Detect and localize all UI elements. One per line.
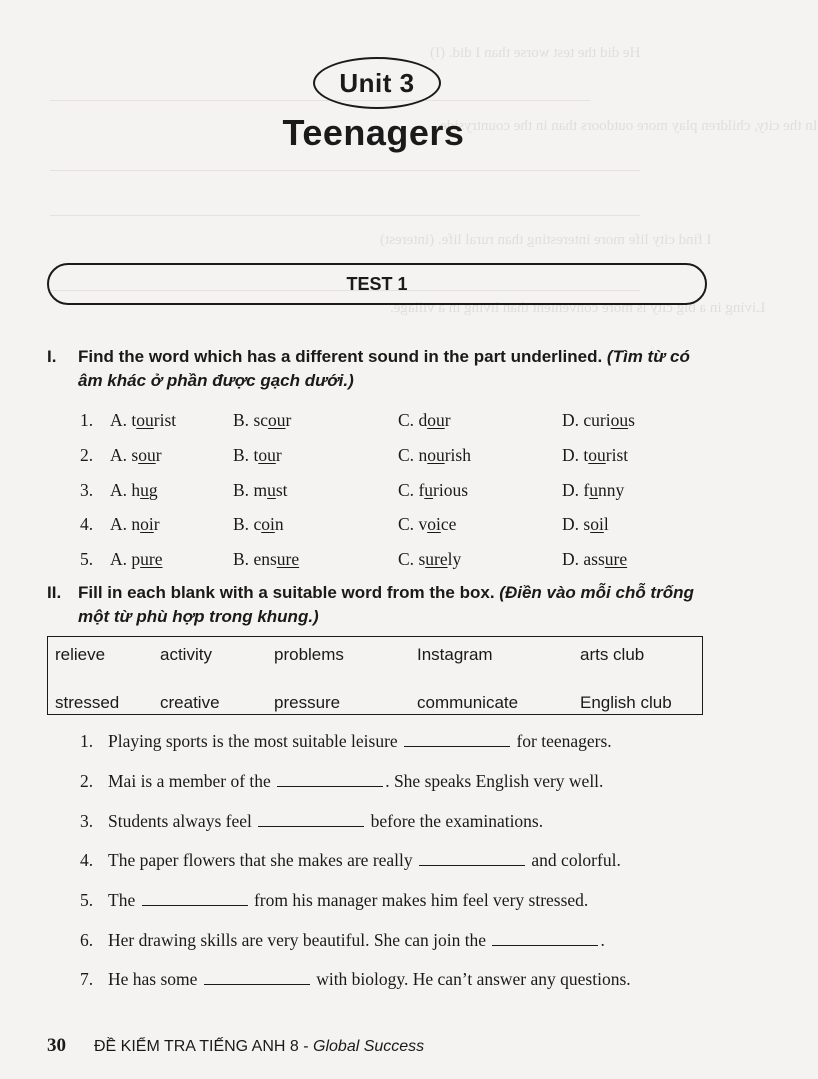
option-letter: B. xyxy=(233,445,250,465)
answer-blank[interactable] xyxy=(204,970,310,985)
option-letter: B. xyxy=(233,514,250,534)
sentence-before: Students always feel xyxy=(108,811,252,831)
answer-option[interactable] xyxy=(562,480,624,501)
word-part: h xyxy=(131,480,141,500)
word-box-item: English club xyxy=(580,693,672,712)
underlined-part: u xyxy=(424,480,434,500)
question-number: 2. xyxy=(80,445,94,465)
word-part: c xyxy=(253,514,262,534)
word-part: ass xyxy=(583,549,605,569)
word-box xyxy=(47,636,703,715)
word-part: nny xyxy=(597,480,625,500)
word-part: d xyxy=(418,410,428,430)
answer-option[interactable] xyxy=(233,549,299,570)
question-row xyxy=(80,480,720,504)
sentence-before: The paper flowers that she makes are really xyxy=(108,850,413,870)
option-letter: D. xyxy=(562,514,580,534)
section-number: I. xyxy=(47,347,57,366)
sentence-after: with biology. He can’t answer any questions. xyxy=(316,969,631,989)
answer-option[interactable] xyxy=(562,410,635,431)
word-part: r xyxy=(275,445,282,465)
question-number: 4. xyxy=(80,514,94,534)
page-number: 30 xyxy=(47,1035,66,1056)
word-part: ce xyxy=(440,514,457,534)
option-letter: D. xyxy=(562,445,580,465)
word-part: t xyxy=(131,410,137,430)
word-part: rist xyxy=(153,410,177,430)
word-part: s xyxy=(583,514,591,534)
option-letter: A. xyxy=(110,445,128,465)
question-row xyxy=(80,549,720,573)
unit-label-oval xyxy=(313,57,441,109)
answer-option[interactable] xyxy=(562,514,609,535)
section-instruction-vi: (Tìm từ có âm khác ở phần được gạch dưới.) xyxy=(78,347,690,390)
section-1-heading xyxy=(47,345,717,393)
option-word xyxy=(253,514,283,534)
answer-option[interactable] xyxy=(233,445,282,466)
word-part: p xyxy=(131,549,141,569)
answer-option[interactable] xyxy=(110,480,158,501)
word-part: g xyxy=(148,480,158,500)
word-part: s xyxy=(628,410,635,430)
option-word xyxy=(418,549,461,569)
answer-option[interactable] xyxy=(233,480,288,501)
fill-sentence xyxy=(80,811,720,832)
word-box-item: Instagram xyxy=(417,645,493,664)
section-instruction: Fill in each blank with a suitable word from the box. xyxy=(78,583,495,602)
underlined-part: ure xyxy=(276,549,300,569)
sentence-after: . She speaks English very well. xyxy=(385,771,604,791)
word-part: s xyxy=(131,445,139,465)
option-word xyxy=(253,445,281,465)
sentence-number: 2. xyxy=(80,771,94,791)
word-part: r xyxy=(285,410,292,430)
word-part: s xyxy=(418,549,426,569)
option-word xyxy=(583,445,628,465)
sentence-number: 3. xyxy=(80,811,94,831)
underlined-part: oi xyxy=(427,514,441,534)
option-word xyxy=(131,480,157,500)
word-part: l xyxy=(603,514,609,534)
section-number: II. xyxy=(47,583,62,602)
option-letter: C. xyxy=(398,514,415,534)
option-letter: C. xyxy=(398,549,415,569)
option-letter: A. xyxy=(110,549,128,569)
question-number: 3. xyxy=(80,480,94,500)
option-letter: C. xyxy=(398,480,415,500)
sentence-number: 5. xyxy=(80,890,94,910)
underlined-part: ure xyxy=(425,549,448,569)
option-word xyxy=(418,445,471,465)
fill-sentence xyxy=(80,850,720,871)
option-letter: A. xyxy=(110,410,128,430)
answer-option[interactable] xyxy=(398,514,456,535)
answer-option[interactable] xyxy=(398,480,468,501)
question-row xyxy=(80,445,720,469)
word-part: n xyxy=(131,514,141,534)
fill-sentence xyxy=(80,771,720,792)
word-part: m xyxy=(253,480,268,500)
word-box-item: creative xyxy=(160,693,220,712)
word-part: t xyxy=(253,445,259,465)
word-part: st xyxy=(275,480,288,500)
question-number: 5. xyxy=(80,549,94,569)
word-part: ens xyxy=(253,549,277,569)
show-through-text: Living in a big city is more convenient than living in a village. xyxy=(390,300,766,316)
fill-sentence xyxy=(80,930,720,951)
option-word xyxy=(583,480,624,500)
page-title: Teenagers xyxy=(282,112,465,153)
word-part: v xyxy=(418,514,428,534)
word-box-item: activity xyxy=(160,645,212,664)
word-part: r xyxy=(444,410,451,430)
word-box-item: relieve xyxy=(55,645,106,664)
underlined-part: oi xyxy=(590,514,604,534)
section-2-heading xyxy=(47,581,717,629)
underlined-part: ou xyxy=(268,410,286,430)
option-word xyxy=(418,480,468,500)
word-part: f xyxy=(418,480,425,500)
answer-option[interactable] xyxy=(233,514,284,535)
word-part: r xyxy=(153,514,160,534)
show-through-text: I find city life more interesting than rural life. (interest) xyxy=(380,232,712,248)
sentence-before: Playing sports is the most suitable leisure xyxy=(108,731,398,751)
page-footer xyxy=(47,1035,424,1057)
book-title: ĐỀ KIỂM TRA TIẾNG ANH 8 - xyxy=(94,1038,314,1055)
option-word xyxy=(253,480,287,500)
section-instruction: Find the word which has a different sound in the part underlined. xyxy=(78,347,603,366)
option-word xyxy=(131,549,162,569)
fill-sentence xyxy=(80,969,720,990)
option-word xyxy=(583,410,635,430)
underlined-part: u xyxy=(589,480,598,500)
option-letter: B. xyxy=(233,549,250,569)
option-word xyxy=(583,549,627,569)
sentence-before: He has some xyxy=(108,969,198,989)
sentence-after: . xyxy=(600,930,605,950)
underlined-part: u xyxy=(267,480,276,500)
word-part: rious xyxy=(433,480,469,500)
word-part: curi xyxy=(583,410,611,430)
option-word xyxy=(418,514,456,534)
section-instruction-vi: (Điền vào mỗi chỗ trống một từ phù hợp trong khung.) xyxy=(78,583,694,626)
answer-option[interactable] xyxy=(398,549,461,570)
word-box-item: pressure xyxy=(274,693,341,712)
word-part: rist xyxy=(605,445,629,465)
answer-blank[interactable] xyxy=(142,891,248,906)
sentence-before: The xyxy=(108,890,136,910)
underlined-part: u xyxy=(140,480,149,500)
underlined-part: ou xyxy=(427,445,445,465)
answer-option[interactable] xyxy=(398,445,471,466)
question-row xyxy=(80,410,720,434)
word-part: t xyxy=(583,445,589,465)
underlined-part: ou xyxy=(136,410,154,430)
test-banner xyxy=(47,263,707,305)
underlined-part: ou xyxy=(588,445,606,465)
option-letter: D. xyxy=(562,549,580,569)
option-letter: A. xyxy=(110,480,128,500)
option-letter: B. xyxy=(233,480,250,500)
sentence-after: and colorful. xyxy=(531,850,621,870)
word-box-item: arts club xyxy=(580,645,645,664)
option-word xyxy=(253,410,291,430)
option-word xyxy=(583,514,608,534)
answer-option[interactable] xyxy=(110,514,160,535)
answer-blank[interactable] xyxy=(404,732,510,747)
word-part: sc xyxy=(253,410,269,430)
show-through-text: He did the test worse than I did. (I) xyxy=(430,45,641,61)
sentence-before: Mai is a member of the xyxy=(108,771,271,791)
answer-option[interactable] xyxy=(110,410,176,431)
sentence-number: 7. xyxy=(80,969,94,989)
word-part: n xyxy=(418,445,428,465)
option-word xyxy=(253,549,299,569)
option-word xyxy=(131,410,176,430)
option-letter: C. xyxy=(398,410,415,430)
sentence-after: before the examinations. xyxy=(370,811,544,831)
option-letter: B. xyxy=(233,410,250,430)
answer-blank[interactable] xyxy=(419,851,525,866)
sentence-number: 6. xyxy=(80,930,94,950)
answer-option[interactable] xyxy=(233,410,291,431)
answer-option[interactable] xyxy=(110,445,162,466)
sentence-before: Her drawing skills are very beautiful. She can join the xyxy=(108,930,487,950)
answer-option[interactable] xyxy=(562,445,628,466)
option-letter: C. xyxy=(398,445,415,465)
underlined-part: oi xyxy=(261,514,275,534)
sentence-number: 1. xyxy=(80,731,94,751)
show-through-text: In the city, children play more outdoors than in the countryside xyxy=(440,118,818,134)
underlined-part: oi xyxy=(140,514,154,534)
book-series: Global Success xyxy=(313,1038,425,1055)
option-letter: D. xyxy=(562,410,580,430)
answer-option[interactable] xyxy=(562,549,627,570)
answer-blank[interactable] xyxy=(492,931,598,946)
underlined-part: ou xyxy=(138,445,156,465)
test-label: TEST 1 xyxy=(346,273,408,294)
answer-blank[interactable] xyxy=(277,772,383,787)
word-part: n xyxy=(274,514,284,534)
sentence-number: 4. xyxy=(80,850,94,870)
option-word xyxy=(418,410,450,430)
option-word xyxy=(131,445,161,465)
underlined-part: ou xyxy=(258,445,276,465)
word-box-item: problems xyxy=(274,645,344,664)
option-word xyxy=(131,514,159,534)
word-part: rish xyxy=(444,445,471,465)
word-box-item: communicate xyxy=(417,693,519,712)
question-row xyxy=(80,514,720,538)
word-part: f xyxy=(583,480,590,500)
underlined-part: ure xyxy=(604,549,628,569)
answer-blank[interactable] xyxy=(258,812,364,827)
fill-sentence xyxy=(80,731,720,752)
sentence-after: for teenagers. xyxy=(516,731,612,751)
word-box-item: stressed xyxy=(55,693,120,712)
word-part: ly xyxy=(447,549,462,569)
answer-option[interactable] xyxy=(398,410,451,431)
word-part: r xyxy=(155,445,162,465)
question-number: 1. xyxy=(80,410,94,430)
option-letter: A. xyxy=(110,514,128,534)
underlined-part: ou xyxy=(427,410,445,430)
option-letter: D. xyxy=(562,480,580,500)
sentence-after: from his manager makes him feel very stressed. xyxy=(253,890,589,910)
underlined-part: ure xyxy=(140,549,163,569)
answer-option[interactable] xyxy=(110,549,163,570)
underlined-part: ou xyxy=(610,410,629,430)
fill-sentence xyxy=(80,890,720,911)
unit-label: Unit 3 xyxy=(339,67,415,98)
